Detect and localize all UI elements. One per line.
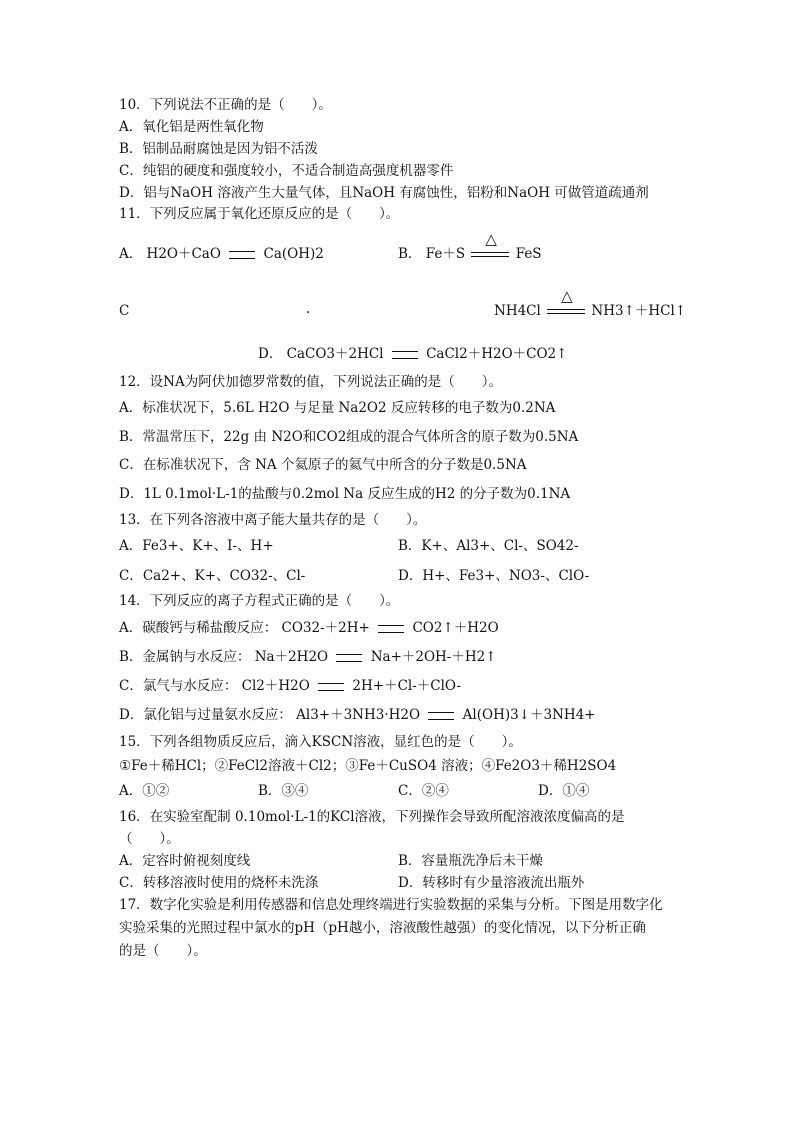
- q14-d-label: D．氯化铝与过量氨水反应：: [119, 707, 292, 723]
- q11-d-rhs: CaCl2＋H2O＋CO2↑: [426, 346, 568, 362]
- q12-option-b: B．常温常压下，22g 由 N2O和CO2组成的混合气体所含的原子数为0.5NA: [119, 429, 579, 445]
- equals-sign: [229, 251, 255, 259]
- q14-a-label: A．碳酸钙与稀盐酸反应：: [119, 620, 278, 636]
- q14-option-b: [119, 648, 497, 666]
- q16-option-d: D．转移时有少量溶液流出瓶外: [398, 875, 585, 891]
- equals-sign: [318, 683, 344, 691]
- q12-stem: 12．设NA为阿伏加德罗常数的值，下列说法正确的是（ ）。: [119, 374, 502, 390]
- q14-c-lhs: Cl2＋H2O: [241, 678, 310, 694]
- q16-option-a: A．定容时俯视刻度线: [119, 853, 251, 869]
- q10-option-c: C．纯铝的硬度和强度较小，不适合制造高强度机器零件: [119, 163, 454, 179]
- q11-option-c: [494, 286, 687, 320]
- q11-b-rhs: FeS: [515, 246, 542, 262]
- heat-triangle-icon: △: [485, 229, 497, 248]
- q17-stem-line1: 17．数字化实验是利用传感器和信息处理终端进行实验数据的采集与分析。下图是用数字化: [119, 897, 663, 913]
- q11-a-lhs: H2O＋CaO: [146, 246, 221, 262]
- q12-option-a: A．标准状况下，5.6L H2O 与足量 Na2O2 反应转移的电子数为0.2NA: [119, 400, 556, 416]
- q14-c-label: C．氯气与水反应：: [119, 678, 238, 694]
- q11-option-b: [398, 229, 542, 263]
- q13-option-a: A．Fe3+、K+、I-、H+: [119, 538, 274, 554]
- q14-d-rhs: Al(OH)3↓＋3NH4+: [462, 707, 596, 723]
- q17-stem-line3: 的是（ ）。: [119, 943, 207, 959]
- q12-option-c: C．在标准状况下，含 NA 个氦原子的氦气中所含的分子数是0.5NA: [119, 457, 527, 473]
- equals-sign: [428, 712, 454, 720]
- q16-option-c: C．转移溶液时使用的烧杯未洗涤: [119, 875, 319, 891]
- heat-condition-sign: [471, 229, 509, 260]
- q13-option-c: C．Ca2+、K+、CO32-、Cl-: [119, 568, 306, 584]
- q14-a-lhs: CO32-＋2H+: [281, 620, 370, 636]
- q10-option-b: B．铝制品耐腐蚀是因为铝不活泼: [119, 141, 318, 157]
- q15-option-b: B．③④: [258, 783, 309, 799]
- q10-stem: 10．下列说法不正确的是（ ）。: [119, 97, 332, 113]
- q15-option-d: D．①④: [538, 783, 590, 799]
- q13-option-d: D．H+、Fe3+、NO3-、ClO-: [398, 568, 590, 584]
- equals-sign: [378, 625, 404, 633]
- q11-c-label: C: [119, 303, 130, 319]
- q10-option-d: D．铝与NaOH 溶液产生大量气体，且NaOH 有腐蚀性，铝粉和NaOH 可做管道疏通剂: [119, 185, 649, 201]
- q13-option-b: B．K+、Al3+、Cl-、SO42-: [398, 538, 579, 554]
- q11-a-rhs: Ca(OH)2: [263, 246, 324, 262]
- q16-stem-line1: 16．在实验室配制 0.10mol·L-1的KCl溶液，下列操作会导致所配溶液浓度偏高的是: [119, 809, 625, 825]
- q15-option-c: C．②④: [398, 783, 449, 799]
- q11-option-a: [119, 245, 324, 263]
- q15-items: ①Fe＋稀HCl；②FeCl2溶液＋Cl2；③Fe＋CuSO4 溶液；④Fe2O3＋稀H2SO4: [119, 758, 617, 774]
- q11-c-lhs: NH4Cl: [494, 303, 541, 319]
- q14-d-lhs: Al3+＋3NH3·H2O: [296, 707, 421, 723]
- q14-option-a: [119, 619, 499, 637]
- heat-triangle-icon: △: [561, 286, 573, 305]
- q15-stem: 15．下列各组物质反应后，滴入KSCN溶液，显红色的是（ ）。: [119, 734, 522, 750]
- q10-option-a: A．氧化铝是两性氧化物: [119, 119, 264, 135]
- q15-option-a: A．①②: [119, 783, 170, 799]
- q14-c-rhs: 2H+＋Cl-＋ClO-: [352, 678, 462, 694]
- q17-stem-line2: 实验采集的光照过程中氯水的pH（pH越小，溶液酸性越强）的变化情况，以下分析正确: [119, 920, 646, 936]
- q14-b-rhs: Na+＋2OH-＋H2↑: [370, 649, 497, 665]
- heat-condition-sign: [547, 286, 585, 317]
- q11-c-dot: .: [306, 301, 311, 317]
- q14-option-d: [119, 706, 596, 724]
- q11-option-d: [258, 345, 567, 363]
- q11-d-lhs: CaCO3＋2HCl: [286, 346, 384, 362]
- q14-stem: 14．下列反应的离子方程式正确的是（ ）。: [119, 593, 400, 609]
- q11-b-lhs: Fe＋S: [425, 246, 466, 262]
- q16-option-b: B．容量瓶洗净后未干燥: [398, 853, 543, 869]
- q13-stem: 13．在下列各溶液中离子能大量共存的是（ ）。: [119, 512, 427, 528]
- q12-option-d: D．1L 0.1mol·L-1的盐酸与0.2mol Na 反应生成的H2 的分子数为0.1NA: [119, 486, 571, 502]
- equals-sign: [392, 351, 418, 359]
- q14-b-label: B．金属钠与水反应：: [119, 649, 251, 665]
- q11-stem: 11．下列反应属于氧化还原反应的是（ ）。: [119, 206, 400, 222]
- q14-b-lhs: Na＋2H2O: [254, 649, 329, 665]
- q11-c-rhs: NH3↑＋HCl↑: [591, 303, 687, 319]
- equals-sign: [336, 654, 362, 662]
- q11-b-label: B．: [398, 246, 422, 262]
- q16-stem-line2: （ ）。: [119, 831, 180, 847]
- q14-a-rhs: CO2↑＋H2O: [412, 620, 499, 636]
- q14-option-c: [119, 677, 461, 695]
- q11-d-label: D．: [258, 346, 283, 362]
- q11-a-label: A．: [119, 246, 143, 262]
